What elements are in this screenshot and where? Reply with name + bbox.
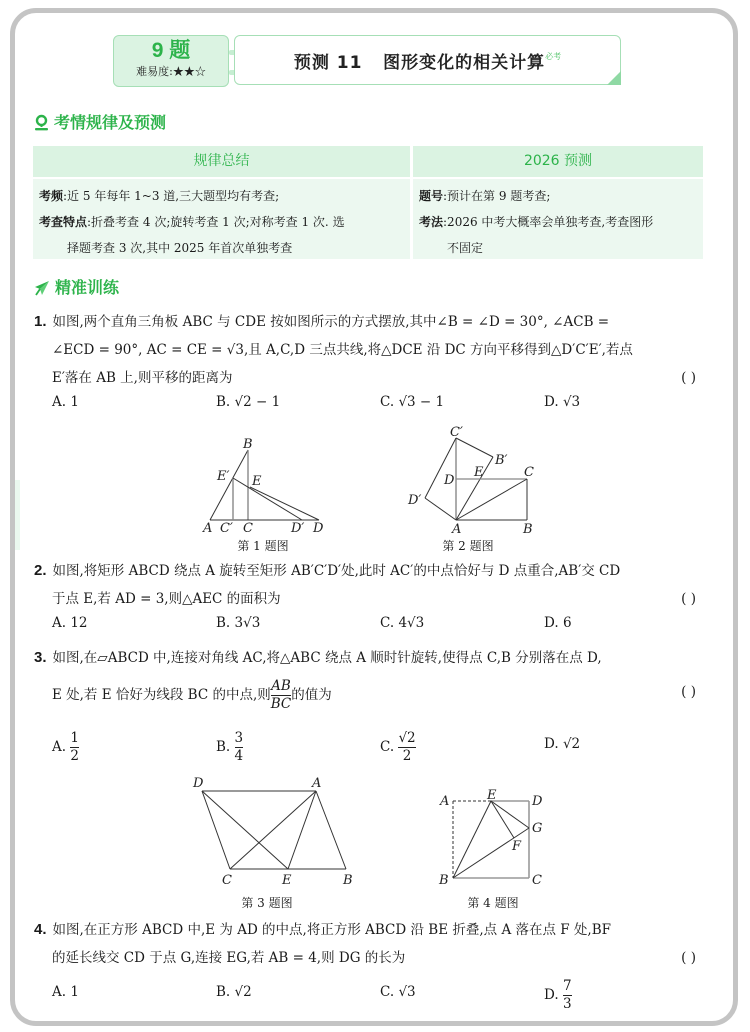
segment-BE [453, 801, 491, 878]
option-b[interactable]: B. √2 − 1 [216, 394, 281, 410]
figure-1-caption: 第 1 题图 [237, 539, 289, 553]
side-tab-marker [15, 480, 20, 550]
section-heading-training [34, 275, 119, 298]
question-number: 9 题 [151, 39, 191, 62]
figure-3 [190, 772, 365, 894]
segment-E1D1 [233, 478, 302, 520]
label-E: E [282, 873, 292, 888]
prediction-line: 考法:2026 中考大概率会单独考查,考查图形 [419, 215, 654, 229]
label-D: D [193, 776, 204, 791]
answer-bracket[interactable]: ( ) [681, 684, 696, 700]
label-E: E [487, 788, 497, 803]
label-C: C [222, 873, 232, 888]
figure-1 [195, 432, 335, 536]
table-header-left: 规律总结 [33, 146, 410, 177]
question-2 [34, 557, 704, 613]
option-d[interactable]: D. √3 [544, 394, 581, 410]
label-B1: B′ [495, 453, 508, 468]
segment-EA [288, 791, 316, 869]
option-c[interactable]: C. 4√3 [380, 615, 425, 631]
question-number: 1. [34, 313, 47, 330]
answer-bracket[interactable]: ( ) [681, 370, 696, 386]
label-G: G [532, 821, 543, 836]
segment-AB [210, 450, 248, 520]
option-d[interactable]: D. √2 [544, 736, 581, 752]
question-text-line: ∠ECD = 90°, AC = CE = √3,且 A,C,D 三点共线,将△DCE 沿 DC 方向平移得到△D′C′E′,若点 [52, 342, 633, 358]
question-number: 3. [34, 649, 47, 666]
question-number-badge [113, 35, 229, 87]
figure-2 [400, 424, 545, 540]
label-E1: E′ [217, 469, 230, 484]
option-a[interactable]: A. 1 [52, 984, 79, 1000]
question-text-line: E′落在 AB 上,则平移的距离为 [52, 370, 233, 386]
question-4 [34, 916, 704, 972]
paper-plane-icon [34, 280, 50, 296]
label-C1: C′ [220, 521, 233, 532]
label-A: A [203, 521, 213, 532]
label-B: B [243, 437, 253, 452]
option-b[interactable]: B. $\frac{3}{4}$ [216, 730, 244, 764]
answer-bracket[interactable]: ( ) [681, 591, 696, 607]
label-E: E [252, 474, 262, 489]
option-c[interactable]: C. $\frac{√2}{2}$ [380, 730, 416, 764]
question-3-options [52, 730, 652, 766]
must-tag: 必考 [545, 52, 562, 61]
question-text-line: 如图,两个直角三角板 ABC 与 CDE 按如图所示的方式摆放,其中∠B = ∠D = 30°, ∠ACB = [52, 314, 610, 330]
option-b[interactable]: B. 3√3 [216, 615, 261, 631]
question-number: 4. [34, 921, 47, 938]
figure-2-caption: 第 2 题图 [442, 539, 494, 553]
question-2-options [52, 615, 652, 643]
figure-4 [436, 786, 551, 894]
figure-3-caption: 第 3 题图 [241, 896, 293, 910]
difficulty-stars: ★★☆ [172, 65, 206, 78]
segment-D1A [425, 498, 456, 520]
table-header-right: 2026 预测 [413, 146, 703, 177]
label-A: A [440, 794, 450, 809]
option-c[interactable]: C. √3 − 1 [380, 394, 445, 410]
option-d[interactable]: D. $\frac{7}{3}$ [544, 978, 572, 1012]
question-text-line: 于点 E,若 AD = 3,则△AEC 的面积为 [52, 591, 281, 607]
label-B: B [439, 873, 449, 888]
table-body-left [33, 179, 410, 259]
label-D1: D′ [291, 521, 305, 532]
segment-EF [491, 801, 514, 838]
prediction-line: 不固定 [447, 241, 484, 255]
question-text-line: 如图,将矩形 ABCD 绕点 A 旋转至矩形 AB′C′D′处,此时 AC′的中点恰好与 D 点重合,AB′交 CD [52, 563, 621, 579]
label-D: D [444, 473, 455, 488]
difficulty-label: 难易度: [136, 65, 173, 78]
difficulty-rating [114, 64, 228, 80]
topic-title: 预测 11 图形变化的相关计算 [293, 53, 546, 73]
location-pin-icon [34, 114, 49, 131]
segment-ED [250, 487, 319, 520]
question-text-line: 的值为 [291, 687, 332, 703]
segment-C1D1 [425, 438, 456, 498]
question-1 [34, 308, 704, 392]
label-C: C [243, 521, 253, 532]
option-a[interactable]: A. $\frac{1}{2}$ [52, 730, 79, 764]
label-C: C [532, 873, 542, 888]
trend-line: 考频:近 5 年每年 1~3 道,三大题型均有考查; [39, 189, 280, 203]
label-D: D [313, 521, 324, 532]
question-4-options [52, 978, 652, 1014]
label-C: C [524, 465, 534, 480]
table-body-right [413, 179, 703, 259]
trend-line: 考查特点:折叠考查 4 次;旋转考查 1 次;对称考查 1 次. 选 [39, 215, 345, 229]
figure-4-caption: 第 4 题图 [467, 896, 519, 910]
option-a[interactable]: A. 12 [52, 615, 88, 631]
label-A: A [312, 776, 322, 791]
prediction-line: 题号:预计在第 9 题考查; [419, 189, 551, 203]
segment-CA [230, 791, 316, 869]
question-text-line: 如图,在正方形 ABCD 中,E 为 AD 的中点,将正方形 ABCD 沿 BE 折叠,点 A 落在点 F 处,BF [52, 922, 612, 938]
fraction-ab-over-bc: $\frac{AB}{BC}$ [270, 678, 292, 712]
label-B: B [343, 873, 353, 888]
page-curl-corner [607, 71, 621, 85]
topic-title-box [234, 35, 621, 85]
section2-title: 精准训练 [55, 278, 120, 297]
label-A: A [452, 522, 462, 536]
label-C1: C′ [450, 425, 463, 440]
label-B: B [523, 522, 533, 536]
segment-CD [202, 791, 230, 869]
label-D1: D′ [408, 493, 422, 508]
section-heading-exam-trends [34, 110, 166, 133]
question-1-options [52, 394, 652, 422]
answer-bracket[interactable]: ( ) [681, 950, 696, 966]
trend-line: 择题考查 3 次,其中 2025 年首次单独考查 [67, 241, 293, 255]
question-3 [34, 644, 704, 713]
segment-AC [456, 479, 527, 520]
section1-title: 考情规律及预测 [54, 113, 167, 132]
option-a[interactable]: A. 1 [52, 394, 79, 410]
question-number: 2. [34, 562, 47, 579]
label-F: F [512, 839, 522, 854]
question-text-line: 如图,在▱ABCD 中,连接对角线 AC,将△ABC 绕点 A 顺时针旋转,使得点 C,B 分别落在点 D, [52, 650, 602, 666]
option-d[interactable]: D. 6 [544, 615, 572, 631]
segment-AB [316, 791, 346, 869]
segment-DE [202, 791, 288, 869]
label-E: E [474, 465, 484, 480]
question-text-line: E 处,若 E 恰好为线段 BC 的中点,则 [52, 687, 271, 703]
segment-EG [491, 801, 529, 828]
segment-C1B1 [456, 438, 493, 457]
question-text-line: 的延长线交 CD 于点 G,连接 EG,若 AB = 4,则 DG 的长为 [52, 950, 406, 966]
option-b[interactable]: B. √2 [216, 984, 252, 1000]
option-c[interactable]: C. √3 [380, 984, 416, 1000]
label-D: D [532, 794, 543, 809]
